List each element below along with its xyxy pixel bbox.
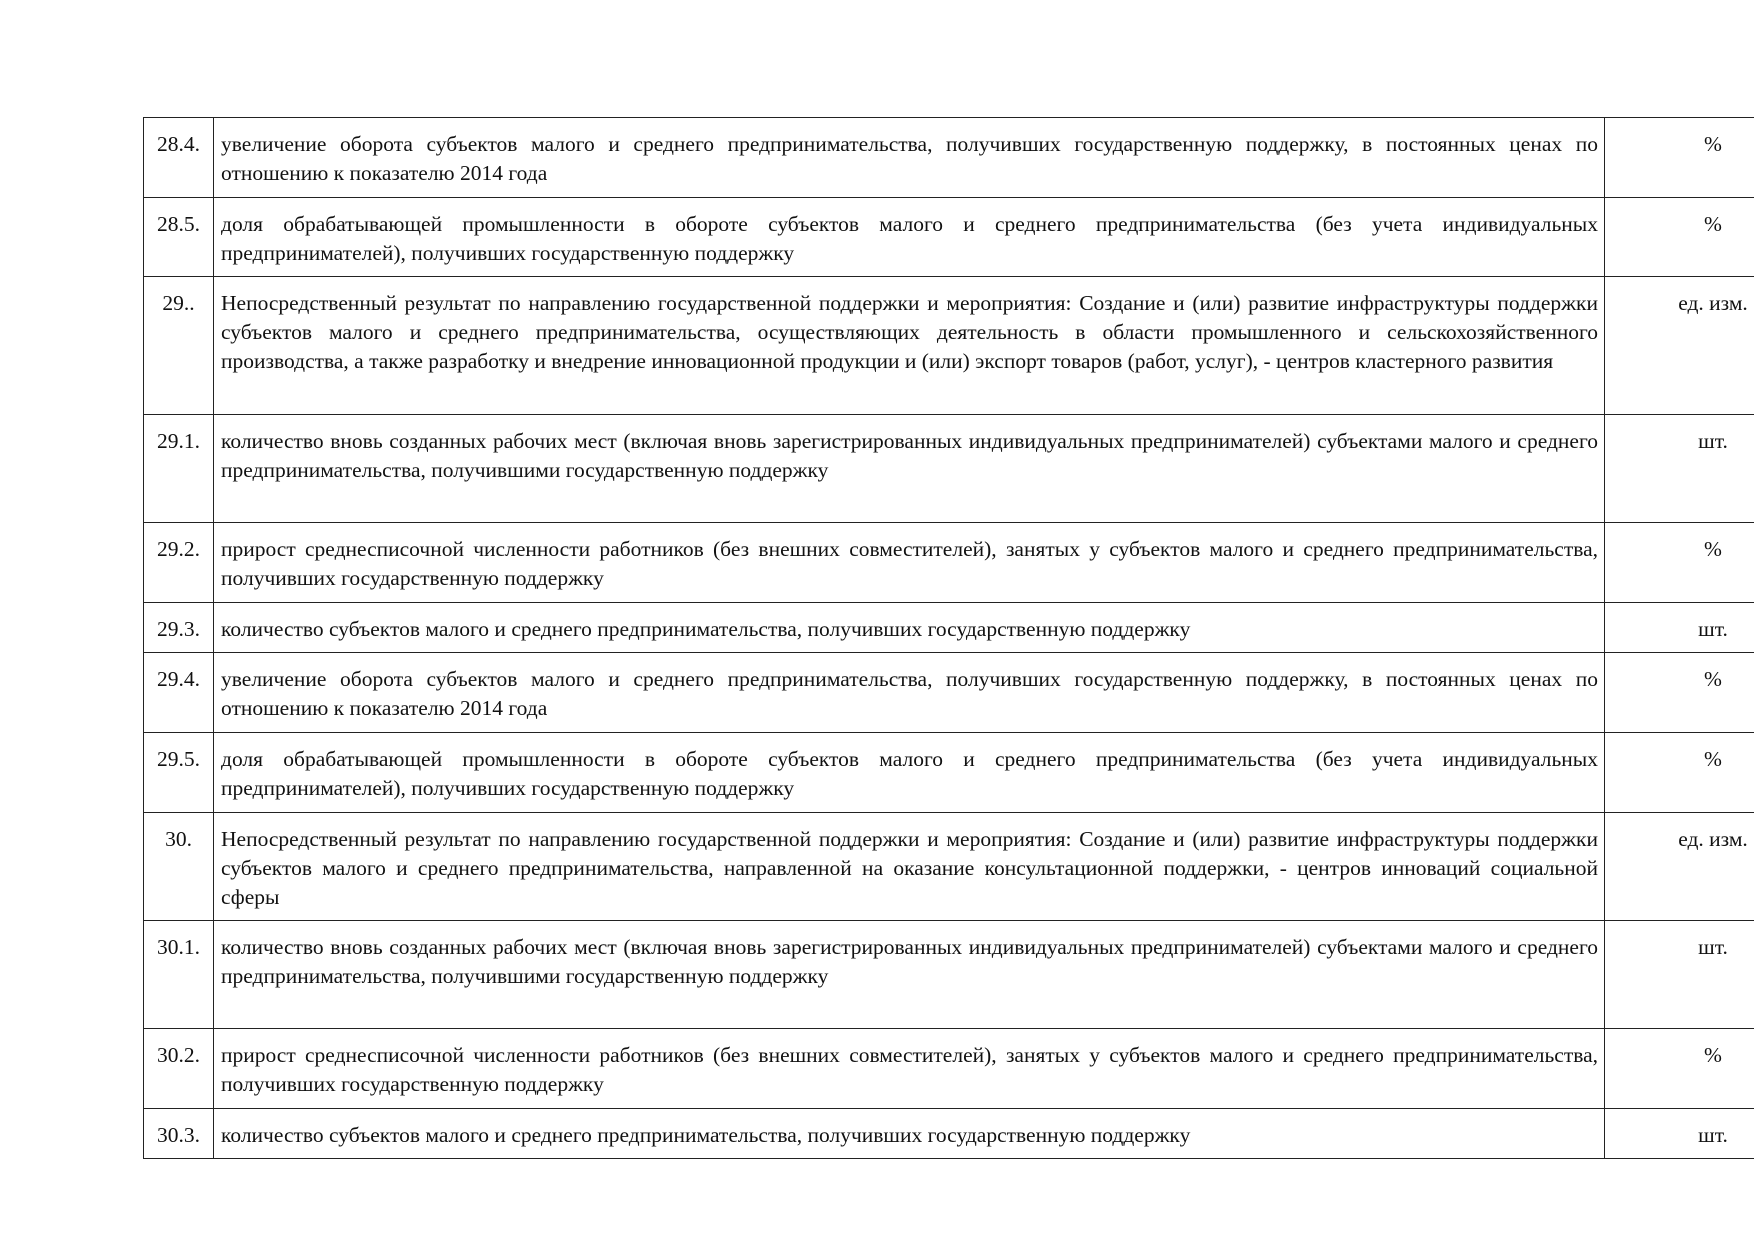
table-row <box>144 921 1754 1029</box>
row-number: 30.1. <box>144 921 214 1029</box>
indicator-description: доля обрабатывающей промышленности в обороте субъектов малого и среднего предпринимательства (без учета индивидуальных предпринимателей), получивших государственную поддержку <box>214 198 1605 277</box>
table-row <box>144 1029 1754 1109</box>
table-row <box>144 118 1754 198</box>
row-number: 28.4. <box>144 118 214 198</box>
unit-of-measure: ед. изм. <box>1605 277 1754 415</box>
unit-of-measure: % <box>1605 523 1754 603</box>
row-number: 28.5. <box>144 198 214 277</box>
indicator-description: Непосредственный результат по направлению государственной поддержки и мероприятия: Создание и (или) развитие инфраструктуры поддержки субъектов малого и среднего предпринимательства, осуществляющих деятельность в области промышленного и сельскохозяйственного производства, а также разработку и внедрение инновационной продукции и (или) экспорт товаров (работ, услуг), - центров кластерного развития <box>214 277 1605 415</box>
row-number: 29.2. <box>144 523 214 603</box>
row-number: 30. <box>144 813 214 921</box>
table-row <box>144 603 1754 653</box>
row-number: 29.4. <box>144 653 214 733</box>
indicator-description: Непосредственный результат по направлению государственной поддержки и мероприятия: Создание и (или) развитие инфраструктуры поддержки субъектов малого и среднего предпринимательства, направленной на оказание консультационной поддержки, - центров инноваций социальной сферы <box>214 813 1605 921</box>
unit-of-measure: % <box>1605 1029 1754 1109</box>
indicator-description: количество субъектов малого и среднего предпринимательства, получивших государственную поддержку <box>214 603 1605 653</box>
indicator-description: прирост среднесписочной численности работников (без внешних совместителей), занятых у субъектов малого и среднего предпринимательства, получивших государственную поддержку <box>214 1029 1605 1109</box>
unit-of-measure: шт. <box>1605 415 1754 523</box>
table-row <box>144 813 1754 921</box>
unit-of-measure: % <box>1605 653 1754 733</box>
row-number: 29.1. <box>144 415 214 523</box>
row-number: 29.. <box>144 277 214 415</box>
indicator-description: прирост среднесписочной численности работников (без внешних совместителей), занятых у субъектов малого и среднего предпринимательства, получивших государственную поддержку <box>214 523 1605 603</box>
indicators-table <box>143 117 1754 1159</box>
unit-of-measure: % <box>1605 118 1754 198</box>
unit-of-measure: шт. <box>1605 921 1754 1029</box>
indicator-description: увеличение оборота субъектов малого и среднего предпринимательства, получивших государственную поддержку, в постоянных ценах по отношению к показателю 2014 года <box>214 118 1605 198</box>
table-row <box>144 415 1754 523</box>
unit-of-measure: шт. <box>1605 1109 1754 1159</box>
unit-of-measure: шт. <box>1605 603 1754 653</box>
table-row <box>144 733 1754 813</box>
indicator-description: количество вновь созданных рабочих мест (включая вновь зарегистрированных индивидуальных предпринимателей) субъектами малого и среднего предпринимательства, получившими государственную поддержку <box>214 921 1605 1029</box>
unit-of-measure: % <box>1605 733 1754 813</box>
table-row <box>144 653 1754 733</box>
unit-of-measure: ед. изм. <box>1605 813 1754 921</box>
row-number: 30.2. <box>144 1029 214 1109</box>
row-number: 30.3. <box>144 1109 214 1159</box>
row-number: 29.3. <box>144 603 214 653</box>
indicator-description: доля обрабатывающей промышленности в обороте субъектов малого и среднего предпринимательства (без учета индивидуальных предпринимателей), получивших государственную поддержку <box>214 733 1605 813</box>
table-row <box>144 277 1754 415</box>
unit-of-measure: % <box>1605 198 1754 277</box>
indicator-description: количество вновь созданных рабочих мест (включая вновь зарегистрированных индивидуальных предпринимателей) субъектами малого и среднего предпринимательства, получившими государственную поддержку <box>214 415 1605 523</box>
table-row <box>144 523 1754 603</box>
table-row <box>144 1109 1754 1159</box>
table-row <box>144 198 1754 277</box>
indicator-description: количество субъектов малого и среднего предпринимательства, получивших государственную поддержку <box>214 1109 1605 1159</box>
indicator-description: увеличение оборота субъектов малого и среднего предпринимательства, получивших государственную поддержку, в постоянных ценах по отношению к показателю 2014 года <box>214 653 1605 733</box>
row-number: 29.5. <box>144 733 214 813</box>
